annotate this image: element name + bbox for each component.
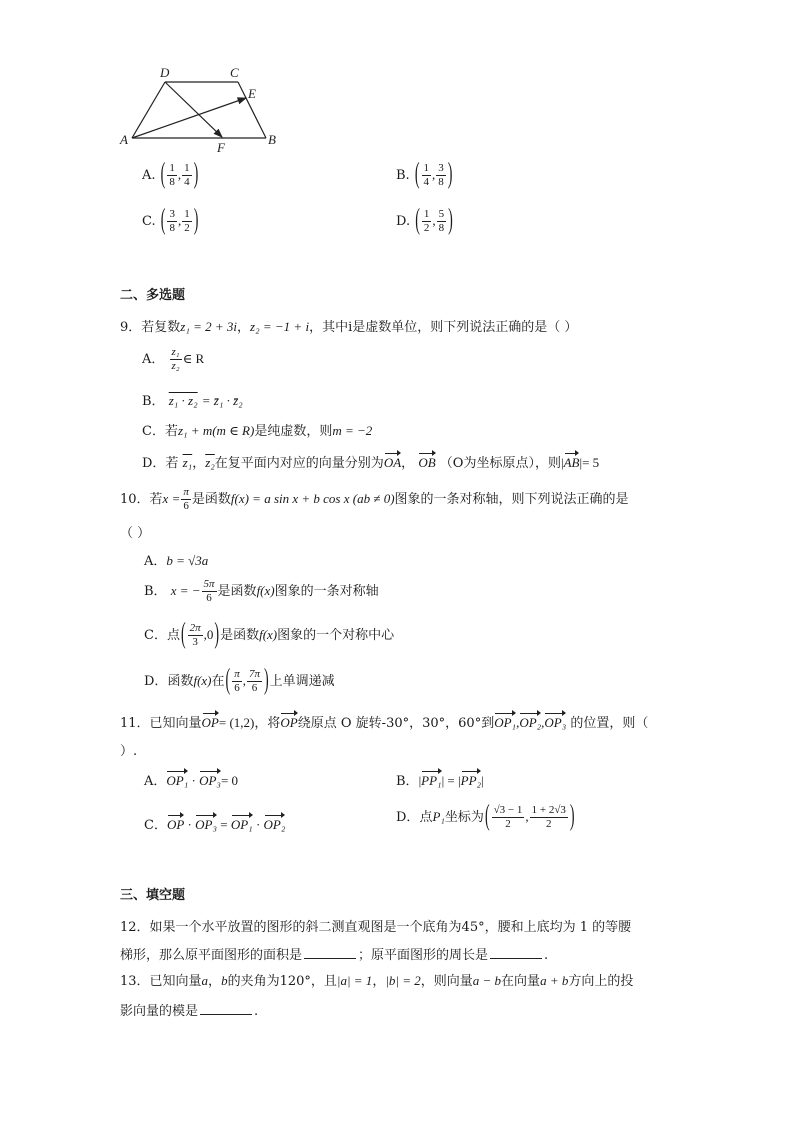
q9-stem: 9．若复数z₁ = 2 + 3i，z₂ = −1 + i，其中i是虚数单位，则下列说法正确的是（ ）	[120, 319, 578, 335]
q10-stem: 10．若x = $\frac{\pi}{6}$ 是函数f(x) = a sin x + b cos x (ab ≠ 0)图象的一条对称轴，则下列说法正确的是	[120, 486, 629, 512]
q10-option-a[interactable]: A．b = √3a	[144, 553, 209, 569]
q12-blank-area[interactable]	[304, 947, 356, 959]
q11-option-d[interactable]: D．点P₁坐标为( $\frac{√3 - 1}{2}$ , $\frac{1 + 2√3}{2}$ )	[396, 800, 575, 833]
q10-option-c[interactable]: C．点( $\frac{2\pi}{3}$ ,0)是函数f(x)图象的一个对称中心	[144, 618, 395, 651]
q11-stem: 11．已知向量OP= (1,2)，将OP绕原点 O 旋转-30°，30°，60°到OP₁,OP₂,OP₃ 的位置，则（	[120, 715, 649, 731]
label-A: A	[120, 132, 128, 147]
q12-line2: 梯形，那么原平面图形的面积是 ；原平面图形的周长是 .	[120, 948, 549, 963]
q10-option-b[interactable]: B． x = − $\frac{5\pi}{6}$ 是函数f(x)图象的一条对称轴	[144, 578, 379, 604]
section-title-fill-blank: 三、填空题	[120, 888, 186, 903]
q13-blank[interactable]	[200, 1003, 252, 1015]
q13-line1: 13．已知向量a，b的夹角为120°，且|a| = 1，|b| = 2，则向量a − b在向量a + b方向上的投	[120, 973, 634, 989]
q8-option-c[interactable]: C. ( $\frac{3}{8}$ , $\frac{1}{2}$ )	[142, 204, 199, 237]
vector-AE	[132, 98, 246, 138]
q9-option-a[interactable]: A． $\frac{\text{z₁}}{\text{z₂}}$ ∈ R	[142, 346, 205, 372]
q12-line1: 12．如果一个水平放置的图形的斜二测直观图是一个底角为45°，腰和上底均为 1 的等腰	[120, 920, 632, 935]
q10-stem-paren: （ ）	[120, 526, 151, 541]
label-F: F	[217, 140, 225, 155]
q8-option-b[interactable]: B. ( $\frac{1}{4}$ , $\frac{3}{8}$ )	[396, 158, 453, 191]
q8-option-a[interactable]: A. ( $\frac{1}{8}$ , $\frac{1}{4}$ )	[142, 158, 199, 191]
q13-line2: 影向量的模是 .	[120, 1004, 259, 1019]
q8-option-d[interactable]: D. ( $\frac{1}{2}$ , $\frac{5}{8}$ )	[396, 204, 453, 237]
q11-option-a[interactable]: A．OP₁ · OP₃= 0	[144, 773, 239, 789]
label-E: E	[248, 86, 256, 101]
q9-option-c[interactable]: C．若z₁ + m(m ∈ R)是纯虚数，则m = −2	[142, 423, 373, 439]
q9-option-d[interactable]: D．若 z₁，z₂在复平面内对应的向量分别为OA， OB （O为坐标原点），则|AB|= 5	[142, 455, 600, 471]
trapezoid-figure	[110, 60, 290, 160]
label-C: C	[230, 65, 239, 80]
q10-option-d[interactable]: D．函数f(x)在( $\frac{\pi}{6}$ , $\frac{7\pi}{6}$ )上单调递减	[144, 664, 335, 697]
q11-stem-line2: ）.	[120, 744, 138, 759]
label-D: D	[160, 65, 170, 80]
q11-option-c[interactable]: C．OP · OP₃ = OP₁ · OP₂	[144, 817, 286, 833]
q11-option-b[interactable]: B．|PP₁| = |PP₂|	[396, 773, 484, 789]
q12-blank-perimeter[interactable]	[490, 947, 542, 959]
edge-AD	[132, 82, 165, 138]
q9-option-b[interactable]: B． z₁ · z₂ = z̄₁ · z̄₂	[142, 393, 243, 409]
label-B: B	[268, 132, 276, 147]
section-title-multiple-choice: 二、多选题	[120, 288, 186, 303]
